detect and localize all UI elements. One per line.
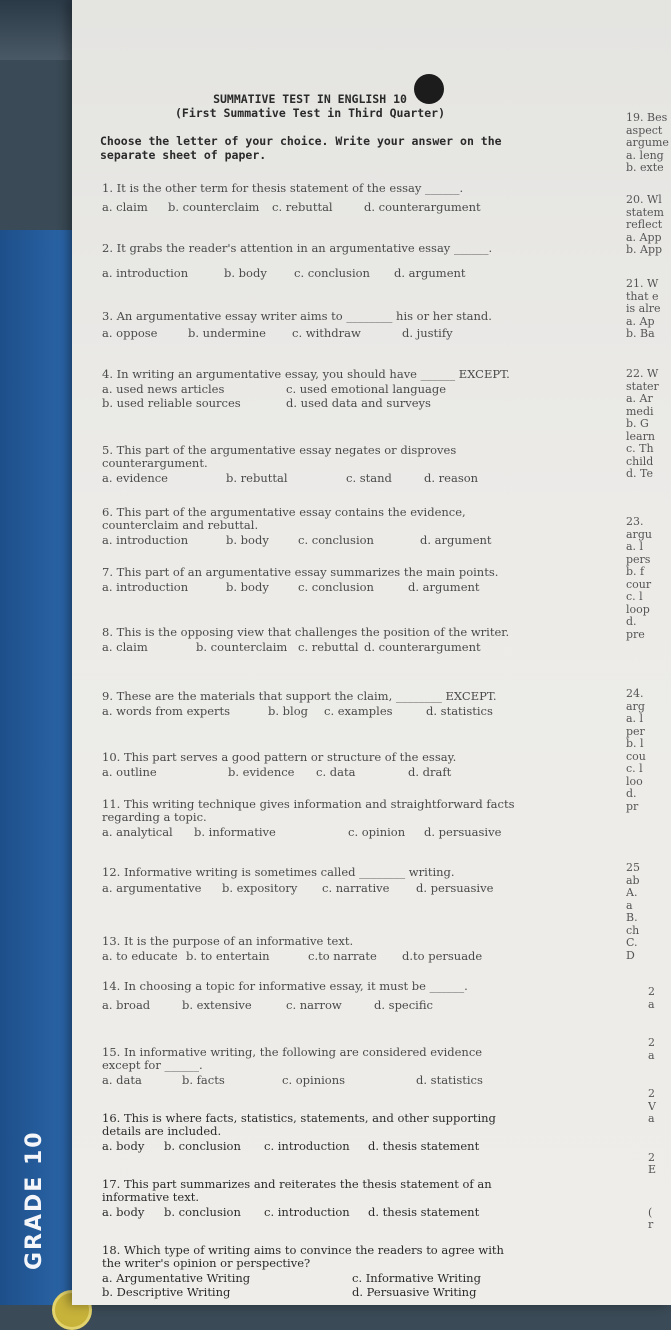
question-12 xyxy=(102,866,522,896)
question-options xyxy=(102,383,522,397)
question-5 xyxy=(102,444,522,486)
question-options xyxy=(102,999,522,1013)
option-c: c. data xyxy=(316,765,356,779)
question-stem: 1. It is the other term for thesis statement of the essay ______. xyxy=(102,181,464,195)
option-b: b. extensive xyxy=(182,998,252,1012)
right-column-text: d. xyxy=(626,615,637,628)
question-8 xyxy=(102,626,522,655)
right-column-text: A. xyxy=(626,886,638,899)
option-a: a. claim xyxy=(102,640,148,654)
option-d: d. counterargument xyxy=(364,200,481,214)
right-column-text: loop xyxy=(626,602,650,616)
option-c: c. introduction xyxy=(264,1205,350,1219)
question-options xyxy=(102,267,522,281)
right-column-text: learn xyxy=(626,429,655,443)
option-b: b. used reliable sources xyxy=(102,396,241,410)
question-stem: 5. This part of the argumentative essay negates or disproves counterargument. xyxy=(102,443,457,470)
right-column-text: aspect xyxy=(626,123,663,137)
right-column-text: child xyxy=(626,454,654,468)
question-16 xyxy=(102,1112,522,1154)
question-stem: 12. Informative writing is sometimes called ________ writing. xyxy=(102,865,455,879)
option-a: a. analytical xyxy=(102,825,173,839)
option-a: a. oppose xyxy=(102,326,158,340)
option-d: d. argument xyxy=(394,266,466,280)
option-c: c. narrative xyxy=(322,881,390,895)
question-stem: 13. It is the purpose of an informative text. xyxy=(102,934,354,948)
right-column-text: r xyxy=(648,1218,654,1231)
question-3 xyxy=(102,310,522,341)
option-d: d. argument xyxy=(408,580,480,594)
right-column-text: that e xyxy=(626,289,659,303)
option-d: d. statistics xyxy=(426,704,493,718)
question-stem: 3. An argumentative essay writer aims to ________ his or her stand. xyxy=(102,309,492,323)
question-1 xyxy=(102,182,522,215)
question-options xyxy=(102,1074,522,1088)
option-c: c. Informative Writing xyxy=(352,1271,481,1285)
option-b: b. conclusion xyxy=(164,1139,241,1153)
option-b: b. facts xyxy=(182,1073,225,1087)
question-options-row2 xyxy=(102,1286,522,1299)
question-options xyxy=(102,1140,522,1154)
right-column-text: c. l xyxy=(626,590,643,603)
question-stem: 11. This writing technique gives information and straightforward facts regarding a topic. xyxy=(102,797,515,824)
option-b: b. informative xyxy=(194,825,276,839)
question-options xyxy=(102,327,522,341)
question-options xyxy=(102,1206,522,1220)
right-column-text: cour xyxy=(626,577,652,591)
option-d: d. persuasive xyxy=(424,825,502,839)
option-b: b. rebuttal xyxy=(226,471,288,485)
right-column-text: a. l xyxy=(626,540,644,553)
option-c: c.to narrate xyxy=(308,949,377,963)
option-c: c. narrow xyxy=(286,998,342,1012)
right-column-text: a xyxy=(648,997,655,1011)
right-column-text: B. xyxy=(626,911,638,924)
right-column-text: pre xyxy=(626,627,645,641)
right-column-text: statem xyxy=(626,205,664,219)
question-options xyxy=(102,581,522,595)
option-a: a. evidence xyxy=(102,471,168,485)
option-d: d. used data and surveys xyxy=(286,396,431,410)
question-options xyxy=(102,882,522,896)
test-subtitle: (First Summative Test in Third Quarter) xyxy=(174,106,446,120)
right-column-text: c. Th xyxy=(626,442,654,455)
right-column-text: a. App xyxy=(626,230,662,244)
option-d: d. specific xyxy=(374,998,433,1012)
right-column-text: D xyxy=(626,948,635,962)
option-c: c. introduction xyxy=(264,1139,350,1153)
option-a: a. introduction xyxy=(102,533,189,547)
right-column-text: ab xyxy=(626,873,640,887)
option-c: c. rebuttal xyxy=(298,640,359,654)
option-c: c. stand xyxy=(346,471,392,485)
question-18 xyxy=(102,1244,522,1299)
question-stem: 10. This part serves a good pattern or structure of the essay. xyxy=(102,750,457,764)
right-column-text: per xyxy=(626,724,645,738)
right-column-text: stater xyxy=(626,379,659,393)
right-column-text: a xyxy=(648,1048,655,1062)
question-10 xyxy=(102,751,522,780)
right-column-text: loo xyxy=(626,774,643,788)
right-column-text: a. l xyxy=(626,712,644,725)
question-options-row2 xyxy=(102,397,522,410)
option-c: c. used emotional language xyxy=(286,382,447,396)
right-column-text: argu xyxy=(626,527,652,541)
option-b: b. counterclaim xyxy=(168,200,260,214)
option-b: b. to entertain xyxy=(186,949,270,963)
option-d: d. thesis statement xyxy=(368,1139,480,1153)
right-column-q25 xyxy=(626,862,671,962)
question-options xyxy=(102,201,522,215)
option-a: a. body xyxy=(102,1139,145,1153)
right-column-text: 2 xyxy=(648,986,655,998)
question-stem: 8. This is the opposing view that challenges the position of the writer. xyxy=(102,625,510,639)
option-c: c. conclusion xyxy=(298,580,374,594)
option-a: a. outline xyxy=(102,765,157,779)
option-c: c. rebuttal xyxy=(272,200,333,214)
option-d: d. counterargument xyxy=(364,640,481,654)
right-column-q20 xyxy=(626,194,671,257)
right-column-text: a xyxy=(648,1112,655,1125)
option-d: d. statistics xyxy=(416,1073,483,1087)
option-a: a. data xyxy=(102,1073,142,1087)
question-2 xyxy=(102,242,522,281)
question-stem: 9. These are the materials that support the claim, ________ EXCEPT. xyxy=(102,689,497,703)
right-column-text: a. leng xyxy=(626,148,664,162)
right-column-q22 xyxy=(626,368,671,481)
right-column-text: cou xyxy=(626,749,646,763)
right-column-text: a. Ap xyxy=(626,314,655,328)
right-column-text: 22. W xyxy=(626,368,659,380)
right-column-q23 xyxy=(626,516,671,641)
book-grade-label: GRADE 10 xyxy=(22,1130,47,1270)
right-column-text: E xyxy=(648,1163,657,1176)
question-stem: 15. In informative writing, the following are considered evidence except for ______. xyxy=(102,1045,483,1072)
right-column-q24 xyxy=(626,688,671,813)
option-a: a. words from experts xyxy=(102,704,231,718)
right-column-text: C. xyxy=(626,936,638,949)
option-b: b. body xyxy=(224,266,267,280)
option-a: a. body xyxy=(102,1205,145,1219)
option-b: b. evidence xyxy=(228,765,295,779)
option-a: a. Argumentative Writing xyxy=(102,1271,251,1285)
option-c: c. withdraw xyxy=(292,326,361,340)
question-11 xyxy=(102,798,522,840)
question-stem: 17. This part summarizes and reiterates the thesis statement of an informative text. xyxy=(102,1177,492,1204)
question-4 xyxy=(102,368,522,410)
question-options xyxy=(102,950,522,964)
question-6 xyxy=(102,506,522,548)
option-a: a. introduction xyxy=(102,580,189,594)
question-options xyxy=(102,641,522,655)
option-d: d. thesis statement xyxy=(368,1205,480,1219)
right-column-text: 20. Wl xyxy=(626,194,662,206)
option-c: c. opinions xyxy=(282,1073,346,1087)
option-a: a. claim xyxy=(102,200,148,214)
test-header xyxy=(100,92,520,120)
option-c: c. examples xyxy=(324,704,393,718)
question-stem: 7. This part of an argumentative essay summarizes the main points. xyxy=(102,565,499,579)
question-7 xyxy=(102,566,522,595)
question-options xyxy=(102,472,522,486)
question-stem: 18. Which type of writing aims to convince the readers to agree with the writer's opinion or perspective? xyxy=(102,1243,504,1270)
option-c: c. conclusion xyxy=(294,266,370,280)
right-column-text: pr xyxy=(626,799,639,813)
right-column-text: b. exte xyxy=(626,161,664,174)
option-d: d. justify xyxy=(402,326,453,340)
right-column-text: argume xyxy=(626,136,669,149)
test-instructions: Choose the letter of your choice. Write your answer on the separate sheet of paper. xyxy=(100,134,502,162)
question-options xyxy=(102,826,522,840)
right-column-text: b. G xyxy=(626,417,649,430)
option-b: b. conclusion xyxy=(164,1205,241,1219)
option-d: d.to persuade xyxy=(402,949,483,963)
right-column-text: d. xyxy=(626,787,637,800)
option-d: d. argument xyxy=(420,533,492,547)
right-column-text: pers xyxy=(626,552,651,566)
option-b: b. Descriptive Writing xyxy=(102,1285,231,1299)
option-d: d. reason xyxy=(424,471,479,485)
option-b: b. undermine xyxy=(188,326,266,340)
right-column-text: ( xyxy=(648,1205,653,1219)
right-column-text: b. Ba xyxy=(626,327,655,340)
right-column-text: 19. Bes xyxy=(626,112,668,124)
question-stem: 4. In writing an argumentative essay, you should have ______ EXCEPT. xyxy=(102,367,510,381)
option-d: d. Persuasive Writing xyxy=(352,1285,477,1299)
option-d: d. persuasive xyxy=(416,881,494,895)
option-b: b. blog xyxy=(268,704,308,718)
right-column-text: c. l xyxy=(626,762,643,775)
right-column-text: 2 xyxy=(648,1087,655,1100)
right-column-text: b. l xyxy=(626,737,644,750)
right-column-q21 xyxy=(626,278,671,341)
option-a: a. introduction xyxy=(102,266,189,280)
right-column-text: 21. W xyxy=(626,278,659,290)
question-13 xyxy=(102,935,522,964)
option-c: c. conclusion xyxy=(298,533,374,547)
question-stem: 14. In choosing a topic for informative essay, it must be ______. xyxy=(102,979,468,993)
option-a: a. broad xyxy=(102,998,151,1012)
option-b: b. body xyxy=(226,533,269,547)
question-14 xyxy=(102,980,522,1013)
right-column-rest xyxy=(648,986,671,1232)
option-b: b. body xyxy=(226,580,269,594)
option-c: c. opinion xyxy=(348,825,406,839)
right-column-text: medi xyxy=(626,404,654,418)
right-column-text: 2 xyxy=(648,1036,655,1049)
right-column-text: 25 xyxy=(626,862,640,874)
right-column-text: d. Te xyxy=(626,467,654,480)
test-title: SUMMATIVE TEST IN ENGLISH 10 xyxy=(213,92,407,106)
question-options xyxy=(102,1272,522,1286)
right-column-text: a. Ar xyxy=(626,392,653,405)
question-stem: 6. This part of the argumentative essay contains the evidence, counterclaim and rebuttal. xyxy=(102,505,466,532)
option-d: d. draft xyxy=(408,765,452,779)
right-column-text: 23. xyxy=(626,516,644,528)
right-column-text: is alre xyxy=(626,302,661,315)
right-column-text: ch xyxy=(626,923,640,937)
option-a: a. to educate xyxy=(102,949,178,963)
question-stem: 16. This is where facts, statistics, statements, and other supporting details are included. xyxy=(102,1111,496,1138)
right-column-text: V xyxy=(648,1099,656,1113)
option-a: a. argumentative xyxy=(102,881,202,895)
right-column-text: 24. xyxy=(626,688,644,700)
question-options xyxy=(102,534,522,548)
question-options xyxy=(102,705,522,719)
question-17 xyxy=(102,1178,522,1220)
option-b: b. expository xyxy=(222,881,298,895)
right-column-text: b. App xyxy=(626,243,663,256)
question-stem: 2. It grabs the reader's attention in an argumentative essay ______. xyxy=(102,241,493,255)
right-column-text: reflect xyxy=(626,218,663,231)
question-9 xyxy=(102,690,522,719)
option-a: a. used news articles xyxy=(102,382,225,396)
option-b: b. counterclaim xyxy=(196,640,288,654)
right-column-text: arg xyxy=(626,699,645,713)
question-15 xyxy=(102,1046,522,1088)
right-column-text: b. f xyxy=(626,565,645,578)
right-column-text: 2 xyxy=(648,1150,655,1164)
right-column-q19 xyxy=(626,112,671,175)
question-options xyxy=(102,766,522,780)
right-column-text: a xyxy=(626,898,633,912)
